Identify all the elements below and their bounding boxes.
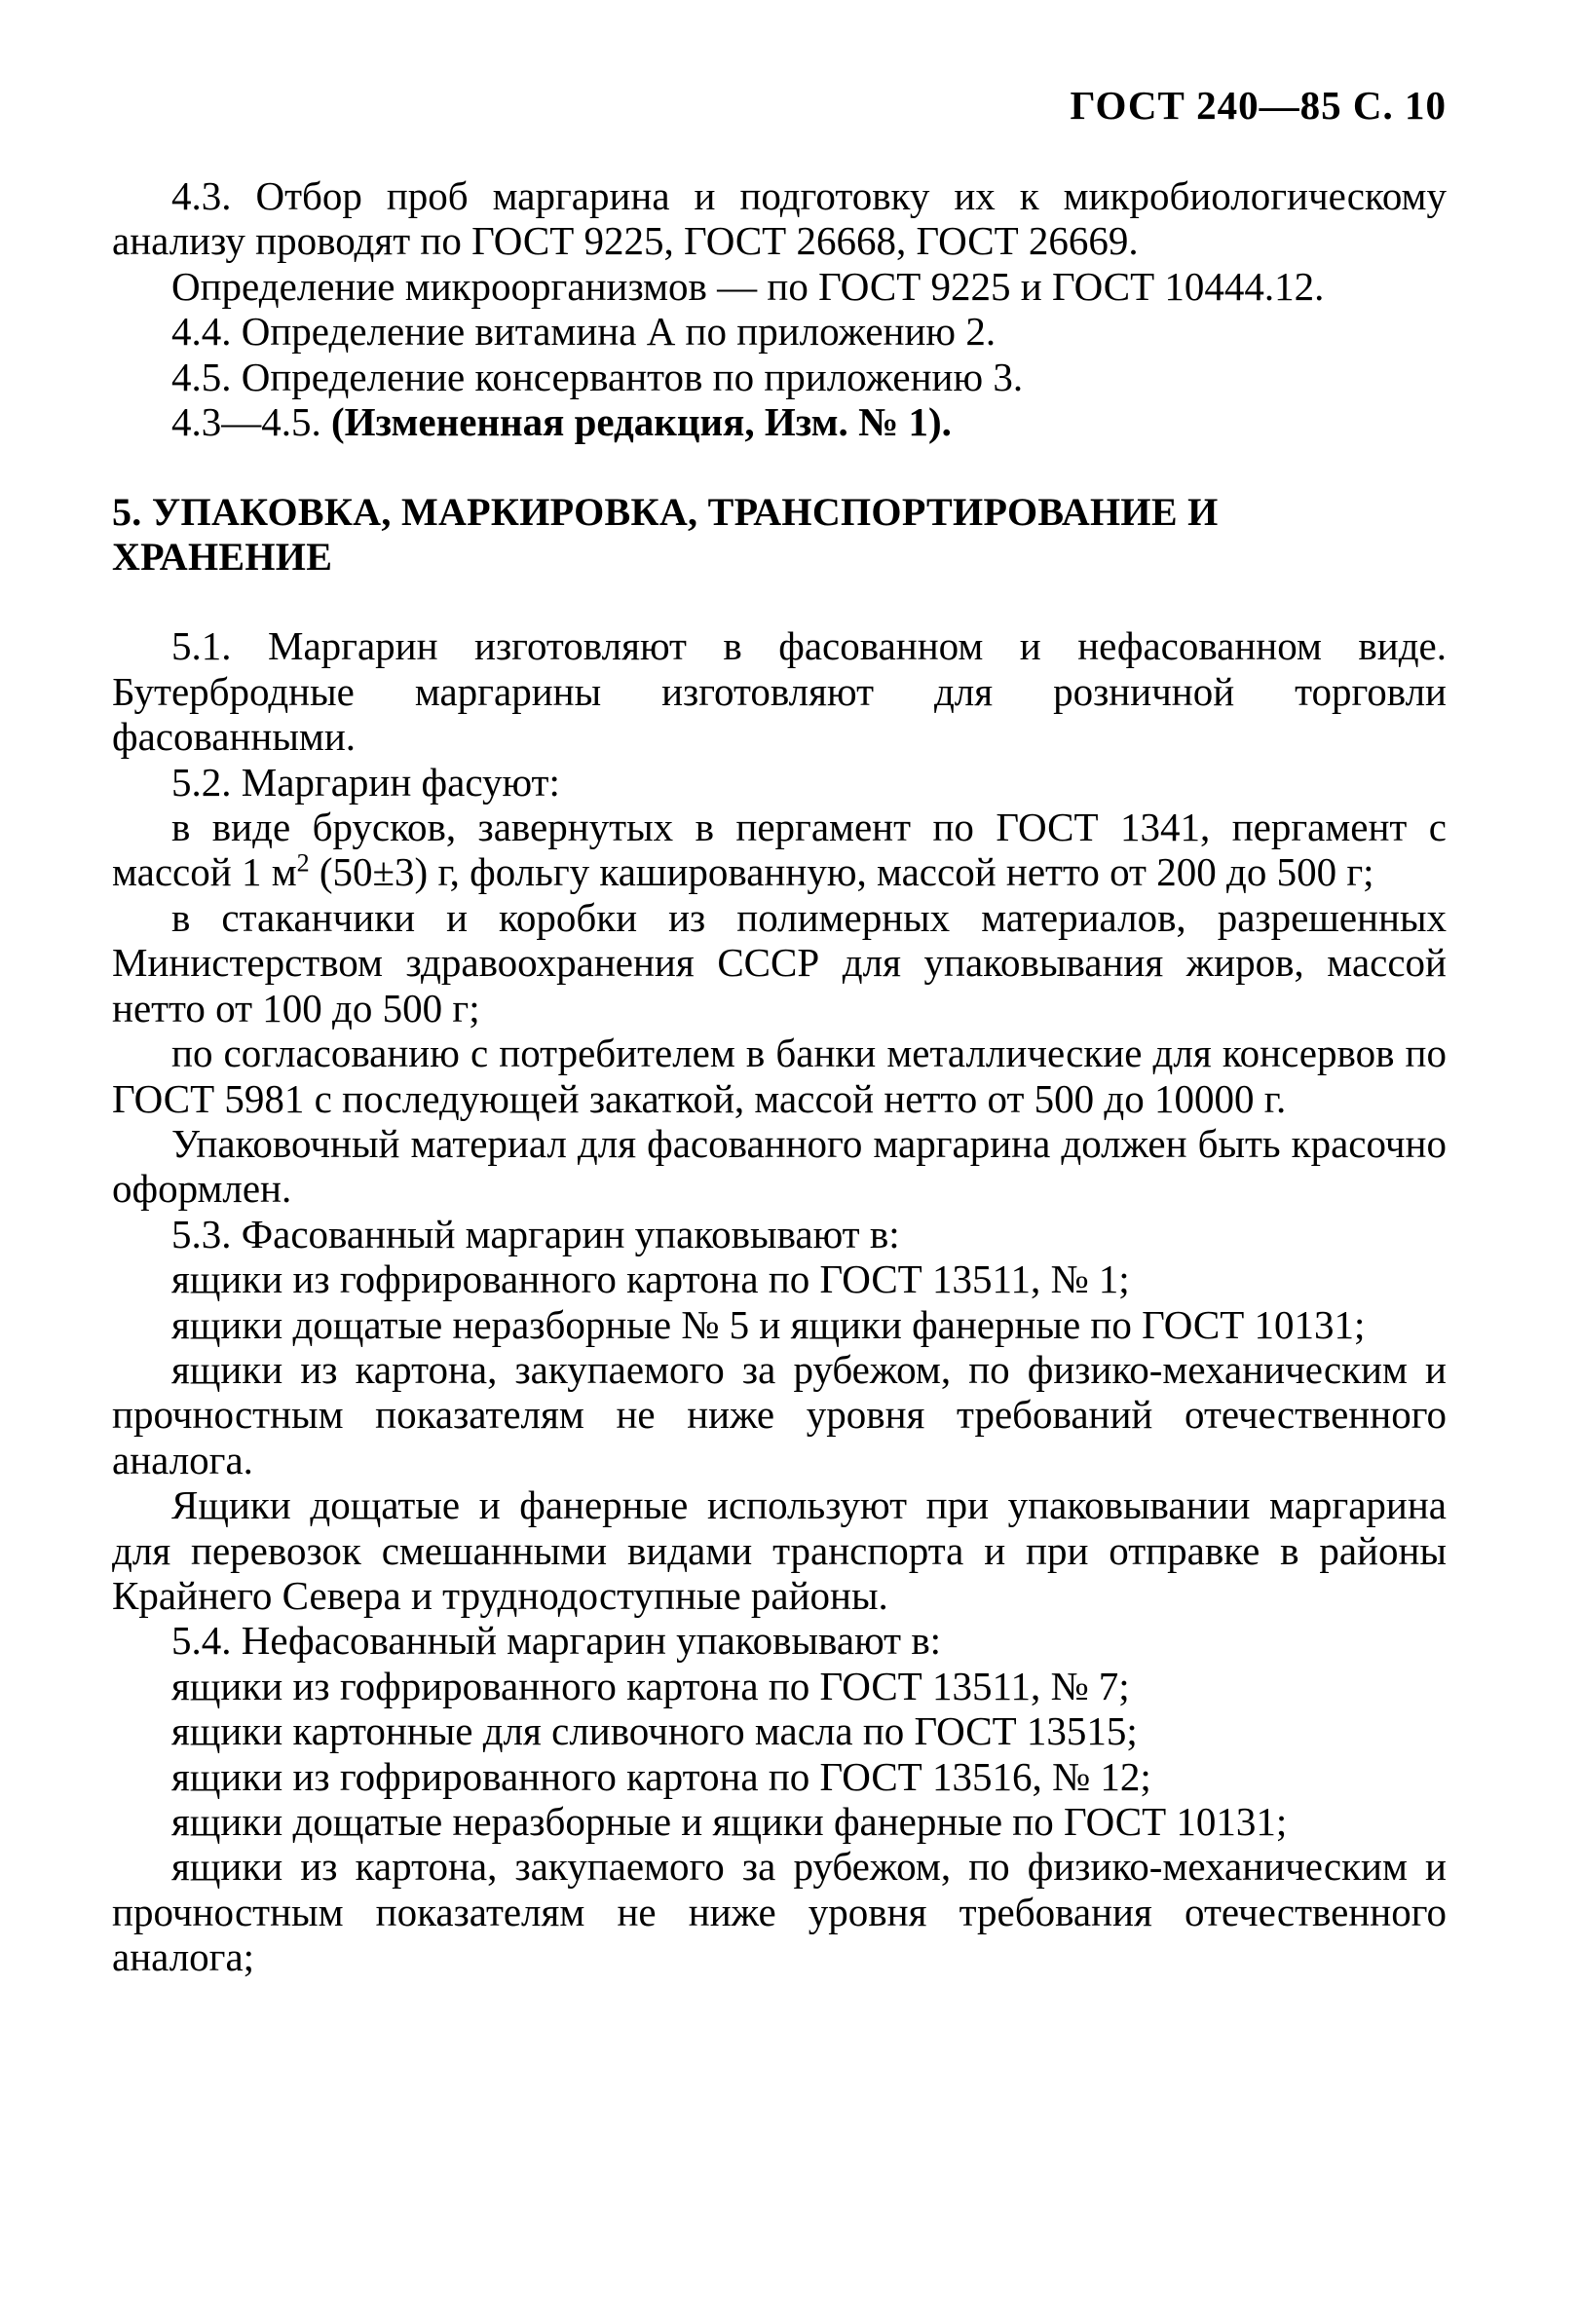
paragraph-5-4-wooden: ящики дощатые неразборные и ящики фанерные по ГОСТ 10131; xyxy=(171,1799,1288,1844)
paragraph-5-2: 5.2. Маргарин фасуют: xyxy=(171,759,560,805)
paragraph-5-2-cups: в стаканчики и коробки из полимерных материалов, разрешенных Министерством здравоохранения СССР для упаковывания жиров, массой нетто от 100 до 500 г; xyxy=(112,894,1447,1031)
paragraph-4-3-microorganisms: Определение микроорганизмов — по ГОСТ 9225 и ГОСТ 10444.12. xyxy=(171,263,1325,309)
paragraph-5-3-imported: ящики из картона, закупаемого за рубежом, по физико-механическим и прочностным показателям не ниже уровня требований отечественного аналога. xyxy=(112,1346,1447,1482)
paragraph-4-3: 4.3. Отбор проб маргарина и подготовку их к микробиологическому анализу проводят по ГОСТ 9225, ГОСТ 26668, ГОСТ 26669. xyxy=(112,173,1447,264)
paragraph-5-3-corrugated: ящики из гофрированного картона по ГОСТ 13511, № 1; xyxy=(171,1256,1130,1302)
page-header: ГОСТ 240—85 С. 10 xyxy=(1070,83,1447,128)
section-5-title: 5. УПАКОВКА, МАРКИРОВКА, ТРАНСПОРТИРОВАНИЕ И ХРАНЕНИЕ xyxy=(112,490,1219,580)
edit-note-text: (Измененная редакция, Изм. № 1). xyxy=(331,399,952,445)
document-page xyxy=(112,0,1447,2324)
paragraph-4-4: 4.4. Определение витамина А по приложению 2. xyxy=(171,309,997,355)
paragraph-5-1: 5.1. Маргарин изготовляют в фасованном и нефасованном виде. Бутербродные маргарины изготовляют для розничной торговли фасованными. xyxy=(112,623,1447,760)
paragraph-5-4: 5.4. Нефасованный маргарин упаковывают в: xyxy=(171,1618,942,1664)
paragraph-5-2-packaging: Упаковочный материал для фасованного маргарина должен быть красочно оформлен. xyxy=(112,1120,1447,1212)
paragraph-5-3-usage: Ящики дощатые и фанерные используют при упаковывании маргарина для перевозок смешанными видами транспорта и при отправке в районы Крайнего Севера и труднодоступные районы. xyxy=(112,1482,1447,1618)
paragraph-5-4-corrugated-12: ящики из гофрированного картона по ГОСТ 13516, № 12; xyxy=(171,1753,1151,1799)
paragraph-5-2-cans: по согласованию с потребителем в банки металлические для консервов по ГОСТ 5981 с последующей закаткой, массой нетто от 500 до 10000 г. xyxy=(112,1031,1447,1121)
paragraph-4-5: 4.5. Определение консервантов по приложению 3. xyxy=(171,354,1024,399)
paragraph-5-2-bars xyxy=(112,805,1447,895)
paragraph-5-3: 5.3. Фасованный маргарин упаковывают в: xyxy=(171,1211,900,1256)
paragraph-5-4-imported: ящики из картона, закупаемого за рубежом, по физико-механическим и прочностным показателям не ниже уровня требования отечественного аналога; xyxy=(112,1844,1447,1980)
document-body xyxy=(112,173,1447,1980)
bars-text-end: (50±3) г, фольгу кашированную, массой нетто от 200 до 500 г; xyxy=(309,849,1374,895)
paragraph-5-3-wooden: ящики дощатые неразборные № 5 и ящики фанерные по ГОСТ 10131; xyxy=(171,1301,1366,1347)
paragraph-5-4-butter-boxes: ящики картонные для сливочного масла по ГОСТ 13515; xyxy=(171,1708,1138,1754)
paragraph-5-4-corrugated-7: ящики из гофрированного картона по ГОСТ 13511, № 7; xyxy=(171,1663,1130,1708)
paragraph-edit-note xyxy=(112,399,1447,444)
bars-text-start: в виде брусков, завернутых в пергамент по ГОСТ 1341, пергамент с массой 1 м xyxy=(112,805,1447,895)
superscript-2: 2 xyxy=(296,848,310,878)
edit-note-ref: 4.3—4.5. xyxy=(171,399,321,445)
